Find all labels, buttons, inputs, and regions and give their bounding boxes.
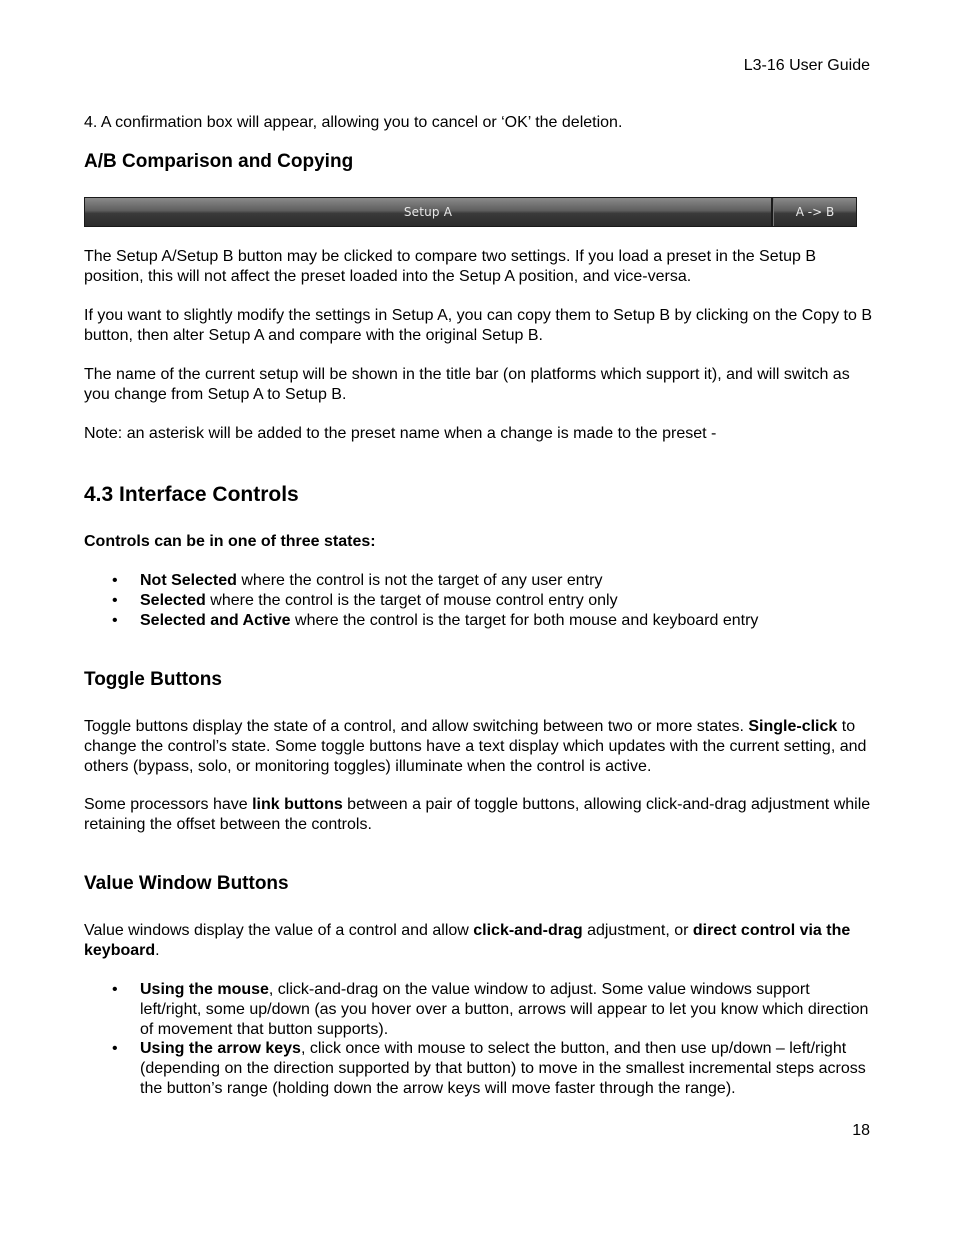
state-desc: where the control is not the target of any user entry [236,572,603,589]
setup-ab-bar [84,197,857,227]
state-term: Selected and Active [140,611,291,629]
list-item [84,571,874,591]
text-run-bold: direct control via the keyboard [84,922,851,959]
state-term: Selected [140,591,206,609]
ab-comparison-heading: A/B Comparison and Copying [84,151,354,172]
text-run: . [155,941,160,959]
toggle-paragraph-2 [84,795,874,835]
text-run: Some processors have [84,796,253,813]
value-window-list [84,980,874,1099]
text-run-bold: link buttons [252,796,343,813]
text-run-bold: Single-click [748,718,838,735]
value-paragraph-1 [84,921,874,961]
text-run-bold: click-and-drag [473,922,583,939]
state-desc: where the control is the target for both mouse and keyboard entry [290,611,759,629]
toggle-paragraph-1 [84,717,874,776]
text-run: Value windows display the value of a control and allow [84,922,474,939]
copy-a-to-b-button[interactable]: A -> B [773,198,856,226]
ab-paragraph-3: The name of the current setup will be shown in the title bar (on platforms which support it), and will switch as you change from Setup A to Setup B. [84,366,850,403]
bullet-term: Using the mouse [140,981,269,998]
list-item [84,611,874,631]
bullet-desc: , click once with mouse to select the button, and then use up/down – left/right (depending on the direction supported by that button) to move in the smallest incremental steps across the button’s range (holding down the arrow keys will move faster through the range). [140,1040,866,1097]
bullet-icon: • [112,611,118,629]
document-title: L3-16 User Guide [743,57,870,74]
list-item [84,1039,874,1098]
state-term: Not Selected [140,572,237,589]
bullet-icon: • [112,591,118,609]
text-run: adjustment, or [582,922,693,939]
ab-paragraph-1: The Setup A/Setup B button may be clicked to compare two settings. If you load a preset in the Setup B position, this will not affect the preset loaded into the Setup A position, and vice-versa. [84,248,816,285]
bullet-term: Using the arrow keys [140,1040,301,1058]
list-item [84,591,874,611]
text-run: between a pair of toggle buttons, allowing click-and-drag adjustment while retaining the offset between the controls. [84,796,871,833]
list-item [84,980,874,1039]
bullet-icon: • [112,981,118,998]
page-number: 18 [852,1122,870,1139]
state-desc: where the control is the target of mouse control entry only [205,591,618,609]
control-states-heading: Controls can be in one of three states: [84,533,376,550]
bullet-icon: • [112,572,118,589]
text-run: Toggle buttons display the state of a control, and allow switching between two or more states. [84,718,749,735]
ab-paragraph-4: Note: an asterisk will be added to the preset name when a change is made to the preset - [84,425,717,442]
step-4-text: 4. A confirmation box will appear, allowing you to cancel or ‘OK’ the deletion. [84,114,623,131]
bullet-icon: • [112,1040,118,1058]
interface-controls-heading: 4.3 Interface Controls [84,483,299,506]
ab-paragraph-2: If you want to slightly modify the settings in Setup A, you can copy them to Setup B by clicking on the Copy to B button, then alter Setup A and compare with the original Setup B. [84,307,872,344]
text-run: to change the control’s state. Some toggle buttons have a text display which updates with the current setting, and others (bypass, solo, or monitoring toggles) illuminate when the control is active. [84,718,867,775]
toggle-buttons-heading: Toggle Buttons [84,669,222,690]
control-states-list [84,571,874,630]
value-window-heading: Value Window Buttons [84,873,289,894]
bullet-desc: , click-and-drag on the value window to adjust. Some value windows support left/right, some up/down (as you hover over a button, arrows will appear to let you know which direction of movement that button supports). [140,981,869,1038]
setup-a-button[interactable]: Setup A [85,198,773,226]
